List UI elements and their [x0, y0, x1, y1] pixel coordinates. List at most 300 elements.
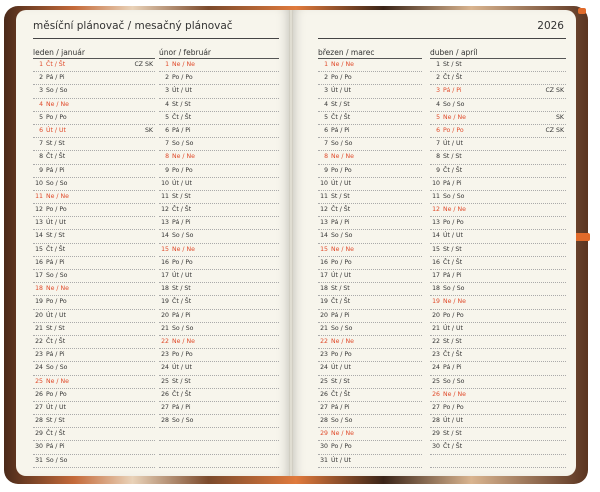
weekday: Pá / Pi [331, 403, 350, 411]
day-row[interactable] [430, 112, 566, 125]
weekday: So / So [46, 456, 68, 464]
weekday: So / So [172, 232, 194, 240]
day-number: 6 [324, 126, 328, 134]
day-row[interactable] [159, 389, 279, 402]
day-row[interactable] [33, 125, 155, 138]
day-row[interactable] [33, 310, 155, 323]
day-number: 23 [35, 351, 43, 359]
weekday: So / So [331, 140, 353, 148]
day-row[interactable] [318, 415, 422, 428]
weekday: St / St [443, 337, 462, 345]
day-number: 2 [324, 74, 328, 82]
day-number: 23 [432, 351, 440, 359]
day-row[interactable] [318, 59, 422, 72]
day-number: 16 [320, 258, 328, 266]
day-number: 30 [35, 443, 43, 451]
weekday: Čt / Št [443, 166, 463, 174]
day-row[interactable] [159, 428, 279, 441]
weekday: So / So [331, 232, 353, 240]
weekday: Čt / Št [443, 351, 463, 359]
day-row[interactable] [159, 402, 279, 415]
day-row[interactable] [33, 165, 155, 178]
day-row[interactable] [430, 257, 566, 270]
day-row[interactable] [159, 455, 279, 468]
day-row[interactable] [318, 165, 422, 178]
day-number: 26 [432, 390, 440, 398]
day-row[interactable] [159, 349, 279, 362]
weekday: Čt / Št [46, 337, 66, 345]
day-row[interactable] [318, 151, 422, 164]
weekday: So / So [46, 179, 68, 187]
weekday: Ne / Ne [46, 377, 69, 385]
holiday-note: SK [145, 126, 153, 134]
weekday: Út / Ut [331, 87, 351, 95]
day-row[interactable] [318, 191, 422, 204]
day-row[interactable] [159, 99, 279, 112]
day-row[interactable] [33, 336, 155, 349]
month-column-april [430, 48, 566, 468]
day-row[interactable] [159, 138, 279, 151]
weekday: Ne / Ne [443, 206, 466, 214]
holiday-note: SK [556, 113, 564, 121]
day-number: 1 [436, 61, 440, 68]
day-number: 26 [35, 390, 43, 398]
month-name: březen / marec [318, 48, 422, 59]
day-row[interactable] [430, 72, 566, 85]
weekday: St / St [443, 245, 462, 253]
day-row[interactable] [159, 244, 279, 257]
day-number: 13 [320, 219, 328, 227]
day-number: 28 [35, 417, 43, 425]
day-row[interactable] [430, 323, 566, 336]
weekday: Út / Ut [46, 126, 66, 134]
weekday: So / So [331, 324, 353, 332]
weekday: Ne / Ne [172, 245, 195, 253]
day-number: 7 [324, 140, 328, 148]
weekday: Čt / Št [46, 430, 66, 438]
day-number: 24 [320, 364, 328, 372]
weekday: Ne / Ne [331, 245, 354, 253]
day-row[interactable] [430, 283, 566, 296]
day-row[interactable] [318, 283, 422, 296]
day-number: 29 [320, 430, 328, 438]
day-row[interactable] [430, 178, 566, 191]
day-number: 6 [165, 126, 169, 134]
weekday: Pá / Pi [46, 74, 65, 82]
weekday: Út / Ut [46, 311, 66, 319]
day-row[interactable] [430, 244, 566, 257]
day-number: 3 [436, 87, 440, 95]
day-row[interactable] [159, 270, 279, 283]
day-number: 13 [161, 219, 169, 227]
weekday: Út / Ut [172, 87, 192, 95]
weekday: Ne / Ne [46, 192, 69, 200]
day-row[interactable] [159, 323, 279, 336]
weekday: Čt / Št [172, 390, 192, 398]
day-row[interactable] [318, 178, 422, 191]
day-row[interactable] [318, 85, 422, 98]
day-row[interactable] [33, 99, 155, 112]
day-row[interactable] [430, 59, 566, 72]
weekday: Čt / Št [331, 390, 351, 398]
day-row[interactable] [430, 402, 566, 415]
weekday: St / St [46, 140, 65, 148]
day-row[interactable] [318, 310, 422, 323]
day-number: 15 [35, 245, 43, 253]
spine [289, 10, 293, 476]
weekday: Po / Po [331, 166, 352, 174]
weekday: Pá / Pi [443, 87, 462, 95]
weekday: So / So [443, 100, 465, 108]
day-row[interactable] [430, 376, 566, 389]
day-number: 4 [165, 100, 169, 108]
day-number: 15 [432, 245, 440, 253]
day-number: 11 [320, 192, 328, 200]
day-row[interactable] [33, 204, 155, 217]
day-row[interactable] [318, 257, 422, 270]
day-number: 8 [324, 153, 328, 161]
weekday: Ne / Ne [172, 61, 195, 68]
day-row[interactable] [159, 191, 279, 204]
day-number: 2 [436, 74, 440, 82]
day-number: 27 [320, 403, 328, 411]
day-row[interactable] [159, 125, 279, 138]
day-row[interactable] [159, 112, 279, 125]
weekday: Út / Ut [443, 324, 463, 332]
weekday: Čt / Št [331, 298, 351, 306]
day-number: 25 [35, 377, 43, 385]
day-row[interactable] [318, 376, 422, 389]
day-row[interactable] [159, 415, 279, 428]
weekday: So / So [443, 285, 465, 293]
day-row[interactable] [33, 270, 155, 283]
day-number: 2 [39, 74, 43, 82]
day-row[interactable] [33, 376, 155, 389]
day-row[interactable] [159, 257, 279, 270]
weekday: Pá / Pi [46, 258, 65, 266]
day-row[interactable] [430, 349, 566, 362]
day-row[interactable] [318, 230, 422, 243]
day-number: 29 [35, 430, 43, 438]
day-number: 22 [432, 337, 440, 345]
day-number: 22 [35, 337, 43, 345]
day-row[interactable] [159, 178, 279, 191]
day-row[interactable] [33, 362, 155, 375]
day-number: 18 [320, 285, 328, 293]
day-row[interactable] [430, 165, 566, 178]
day-row[interactable] [318, 349, 422, 362]
day-number: 2 [165, 74, 169, 82]
day-row[interactable] [430, 99, 566, 112]
weekday: Pá / Pi [443, 179, 462, 187]
holiday-note: CZ SK [545, 126, 564, 134]
day-number: 17 [320, 272, 328, 279]
day-row[interactable] [33, 257, 155, 270]
day-row[interactable] [33, 138, 155, 151]
day-row[interactable] [430, 310, 566, 323]
day-number: 14 [35, 232, 43, 240]
day-number: 13 [35, 219, 43, 227]
day-row[interactable] [33, 441, 155, 454]
header-rule-left [33, 38, 279, 39]
weekday: Pá / Pi [331, 311, 350, 319]
day-number: 10 [35, 179, 43, 187]
day-row[interactable] [430, 125, 566, 138]
day-number: 19 [320, 298, 328, 306]
day-row[interactable] [318, 296, 422, 309]
day-row[interactable] [318, 125, 422, 138]
day-row[interactable] [159, 59, 279, 72]
weekday: Po / Po [443, 311, 464, 319]
day-number: 10 [320, 179, 328, 187]
day-row[interactable] [318, 270, 422, 283]
day-number: 27 [35, 403, 43, 411]
day-row[interactable] [430, 270, 566, 283]
day-number: 3 [39, 87, 43, 95]
day-number: 8 [165, 153, 169, 161]
day-number: 15 [161, 245, 169, 253]
day-row[interactable] [33, 389, 155, 402]
day-row[interactable] [430, 151, 566, 164]
weekday: Po / Po [46, 298, 67, 306]
day-number: 26 [161, 390, 169, 398]
day-row[interactable] [159, 151, 279, 164]
day-row[interactable] [159, 85, 279, 98]
day-number: 16 [161, 258, 169, 266]
weekday: Ne / Ne [331, 337, 354, 345]
day-row[interactable] [430, 389, 566, 402]
day-row[interactable] [318, 402, 422, 415]
weekday: Út / Ut [443, 140, 463, 148]
day-row[interactable] [318, 217, 422, 230]
weekday: So / So [172, 324, 194, 332]
day-row[interactable] [159, 336, 279, 349]
day-row[interactable] [159, 296, 279, 309]
weekday: So / So [443, 192, 465, 200]
day-row[interactable] [33, 112, 155, 125]
day-row[interactable] [159, 283, 279, 296]
day-row[interactable] [33, 244, 155, 257]
day-number: 23 [161, 351, 169, 359]
day-number: 24 [35, 364, 43, 372]
day-row[interactable] [430, 455, 566, 468]
day-row[interactable] [430, 441, 566, 454]
weekday: Po / Po [172, 74, 193, 82]
weekday: Pá / Pi [331, 126, 350, 134]
weekday: Út / Ut [331, 272, 351, 279]
weekday: Ne / Ne [331, 430, 354, 438]
day-row[interactable] [318, 72, 422, 85]
day-number: 27 [432, 403, 440, 411]
day-row[interactable] [430, 336, 566, 349]
day-number: 19 [432, 298, 440, 306]
day-row[interactable] [33, 217, 155, 230]
weekday: Ne / Ne [46, 285, 69, 293]
day-row[interactable] [159, 376, 279, 389]
weekday: Út / Ut [331, 364, 351, 372]
weekday: Po / Po [443, 126, 464, 134]
day-row[interactable] [430, 204, 566, 217]
day-row[interactable] [430, 191, 566, 204]
day-row[interactable] [430, 217, 566, 230]
weekday: St / St [443, 430, 462, 438]
weekday: St / St [172, 100, 191, 108]
day-row[interactable] [33, 428, 155, 441]
weekday: So / So [46, 364, 68, 372]
day-row[interactable] [430, 415, 566, 428]
day-number: 31 [35, 456, 43, 464]
day-number: 9 [39, 166, 43, 174]
weekday: Po / Po [172, 166, 193, 174]
weekday: Út / Ut [172, 272, 192, 279]
day-row[interactable] [159, 441, 279, 454]
day-row[interactable] [33, 151, 155, 164]
day-number: 8 [39, 153, 43, 161]
weekday: Po / Po [331, 74, 352, 82]
weekday: Ne / Ne [331, 61, 354, 68]
day-row[interactable] [33, 402, 155, 415]
day-number: 4 [324, 100, 328, 108]
day-row[interactable] [318, 441, 422, 454]
day-number: 21 [432, 324, 440, 332]
year-label: 2026 [537, 20, 564, 32]
day-number: 17 [161, 272, 169, 279]
day-number: 1 [39, 61, 43, 68]
day-row[interactable] [159, 310, 279, 323]
day-row[interactable] [33, 85, 155, 98]
day-number: 14 [320, 232, 328, 240]
weekday: St / St [172, 192, 191, 200]
day-row[interactable] [430, 138, 566, 151]
day-row[interactable] [33, 59, 155, 72]
weekday: Po / Po [331, 443, 352, 451]
day-number: 3 [165, 87, 169, 95]
day-row[interactable] [318, 244, 422, 257]
weekday: So / So [331, 417, 353, 425]
month-name: leden / január [33, 48, 155, 59]
day-number: 12 [35, 206, 43, 214]
day-row[interactable] [430, 230, 566, 243]
weekday: Po / Po [331, 351, 352, 359]
weekday: Pá / Pi [172, 219, 191, 227]
holiday-note: CZ SK [545, 87, 564, 95]
weekday: Pá / Pi [172, 126, 191, 134]
day-row[interactable] [318, 204, 422, 217]
day-row[interactable] [33, 296, 155, 309]
day-row[interactable] [159, 165, 279, 178]
weekday: Čt / Št [46, 245, 66, 253]
day-row[interactable] [318, 428, 422, 441]
day-row[interactable] [318, 138, 422, 151]
day-number: 21 [320, 324, 328, 332]
day-row[interactable] [33, 230, 155, 243]
day-row[interactable] [430, 296, 566, 309]
weekday: Čt / Št [46, 61, 66, 68]
day-number: 10 [432, 179, 440, 187]
day-number: 25 [320, 377, 328, 385]
day-row[interactable] [159, 72, 279, 85]
weekday: So / So [172, 417, 194, 425]
day-row[interactable] [318, 389, 422, 402]
day-number: 31 [320, 456, 328, 464]
day-row[interactable] [318, 336, 422, 349]
weekday: Čt / Št [443, 258, 463, 266]
weekday: So / So [443, 377, 465, 385]
day-number: 4 [436, 100, 440, 108]
day-row[interactable] [159, 362, 279, 375]
day-row[interactable] [318, 323, 422, 336]
day-number: 11 [35, 192, 43, 200]
weekday: Ne / Ne [443, 298, 466, 306]
weekday: Čt / Št [172, 113, 192, 121]
day-number: 28 [432, 417, 440, 425]
day-row[interactable] [33, 455, 155, 468]
day-number: 1 [165, 61, 169, 68]
day-row[interactable] [33, 72, 155, 85]
day-number: 10 [161, 179, 169, 187]
day-row[interactable] [318, 455, 422, 468]
weekday: Čt / Št [172, 298, 192, 306]
day-number: 16 [35, 258, 43, 266]
day-number: 21 [161, 324, 169, 332]
day-row[interactable] [159, 230, 279, 243]
day-number: 7 [436, 140, 440, 148]
weekday: Út / Ut [46, 403, 66, 411]
day-number: 8 [436, 153, 440, 161]
weekday: Út / Ut [172, 364, 192, 372]
weekday: Po / Po [172, 351, 193, 359]
weekday: Ne / Ne [172, 337, 195, 345]
day-number: 29 [432, 430, 440, 438]
day-row[interactable] [33, 283, 155, 296]
day-number: 20 [35, 311, 43, 319]
day-row[interactable] [430, 362, 566, 375]
day-row[interactable] [33, 178, 155, 191]
day-row[interactable] [430, 428, 566, 441]
day-number: 30 [432, 443, 440, 451]
day-row[interactable] [318, 362, 422, 375]
weekday: St / St [46, 417, 65, 425]
day-number: 14 [161, 232, 169, 240]
day-row[interactable] [33, 415, 155, 428]
day-row[interactable] [159, 204, 279, 217]
weekday: St / St [443, 153, 462, 161]
weekday: St / St [46, 232, 65, 240]
day-row[interactable] [33, 191, 155, 204]
weekday: Pá / Pi [331, 219, 350, 227]
day-row[interactable] [33, 349, 155, 362]
day-number: 12 [320, 206, 328, 214]
weekday: Po / Po [443, 219, 464, 227]
weekday: So / So [172, 140, 194, 148]
day-row[interactable] [318, 99, 422, 112]
day-number: 20 [432, 311, 440, 319]
day-row[interactable] [430, 85, 566, 98]
weekday: Čt / Št [172, 206, 192, 214]
day-number: 16 [432, 258, 440, 266]
weekday: Po / Po [46, 113, 67, 121]
day-row[interactable] [318, 112, 422, 125]
day-number: 12 [161, 206, 169, 214]
day-number: 15 [320, 245, 328, 253]
header-rule-right [318, 38, 566, 39]
day-number: 21 [35, 324, 43, 332]
weekday: Pá / Pi [443, 364, 462, 372]
day-number: 17 [432, 272, 440, 279]
weekday: Čt / Št [331, 113, 351, 121]
day-row[interactable] [159, 217, 279, 230]
day-row[interactable] [33, 323, 155, 336]
